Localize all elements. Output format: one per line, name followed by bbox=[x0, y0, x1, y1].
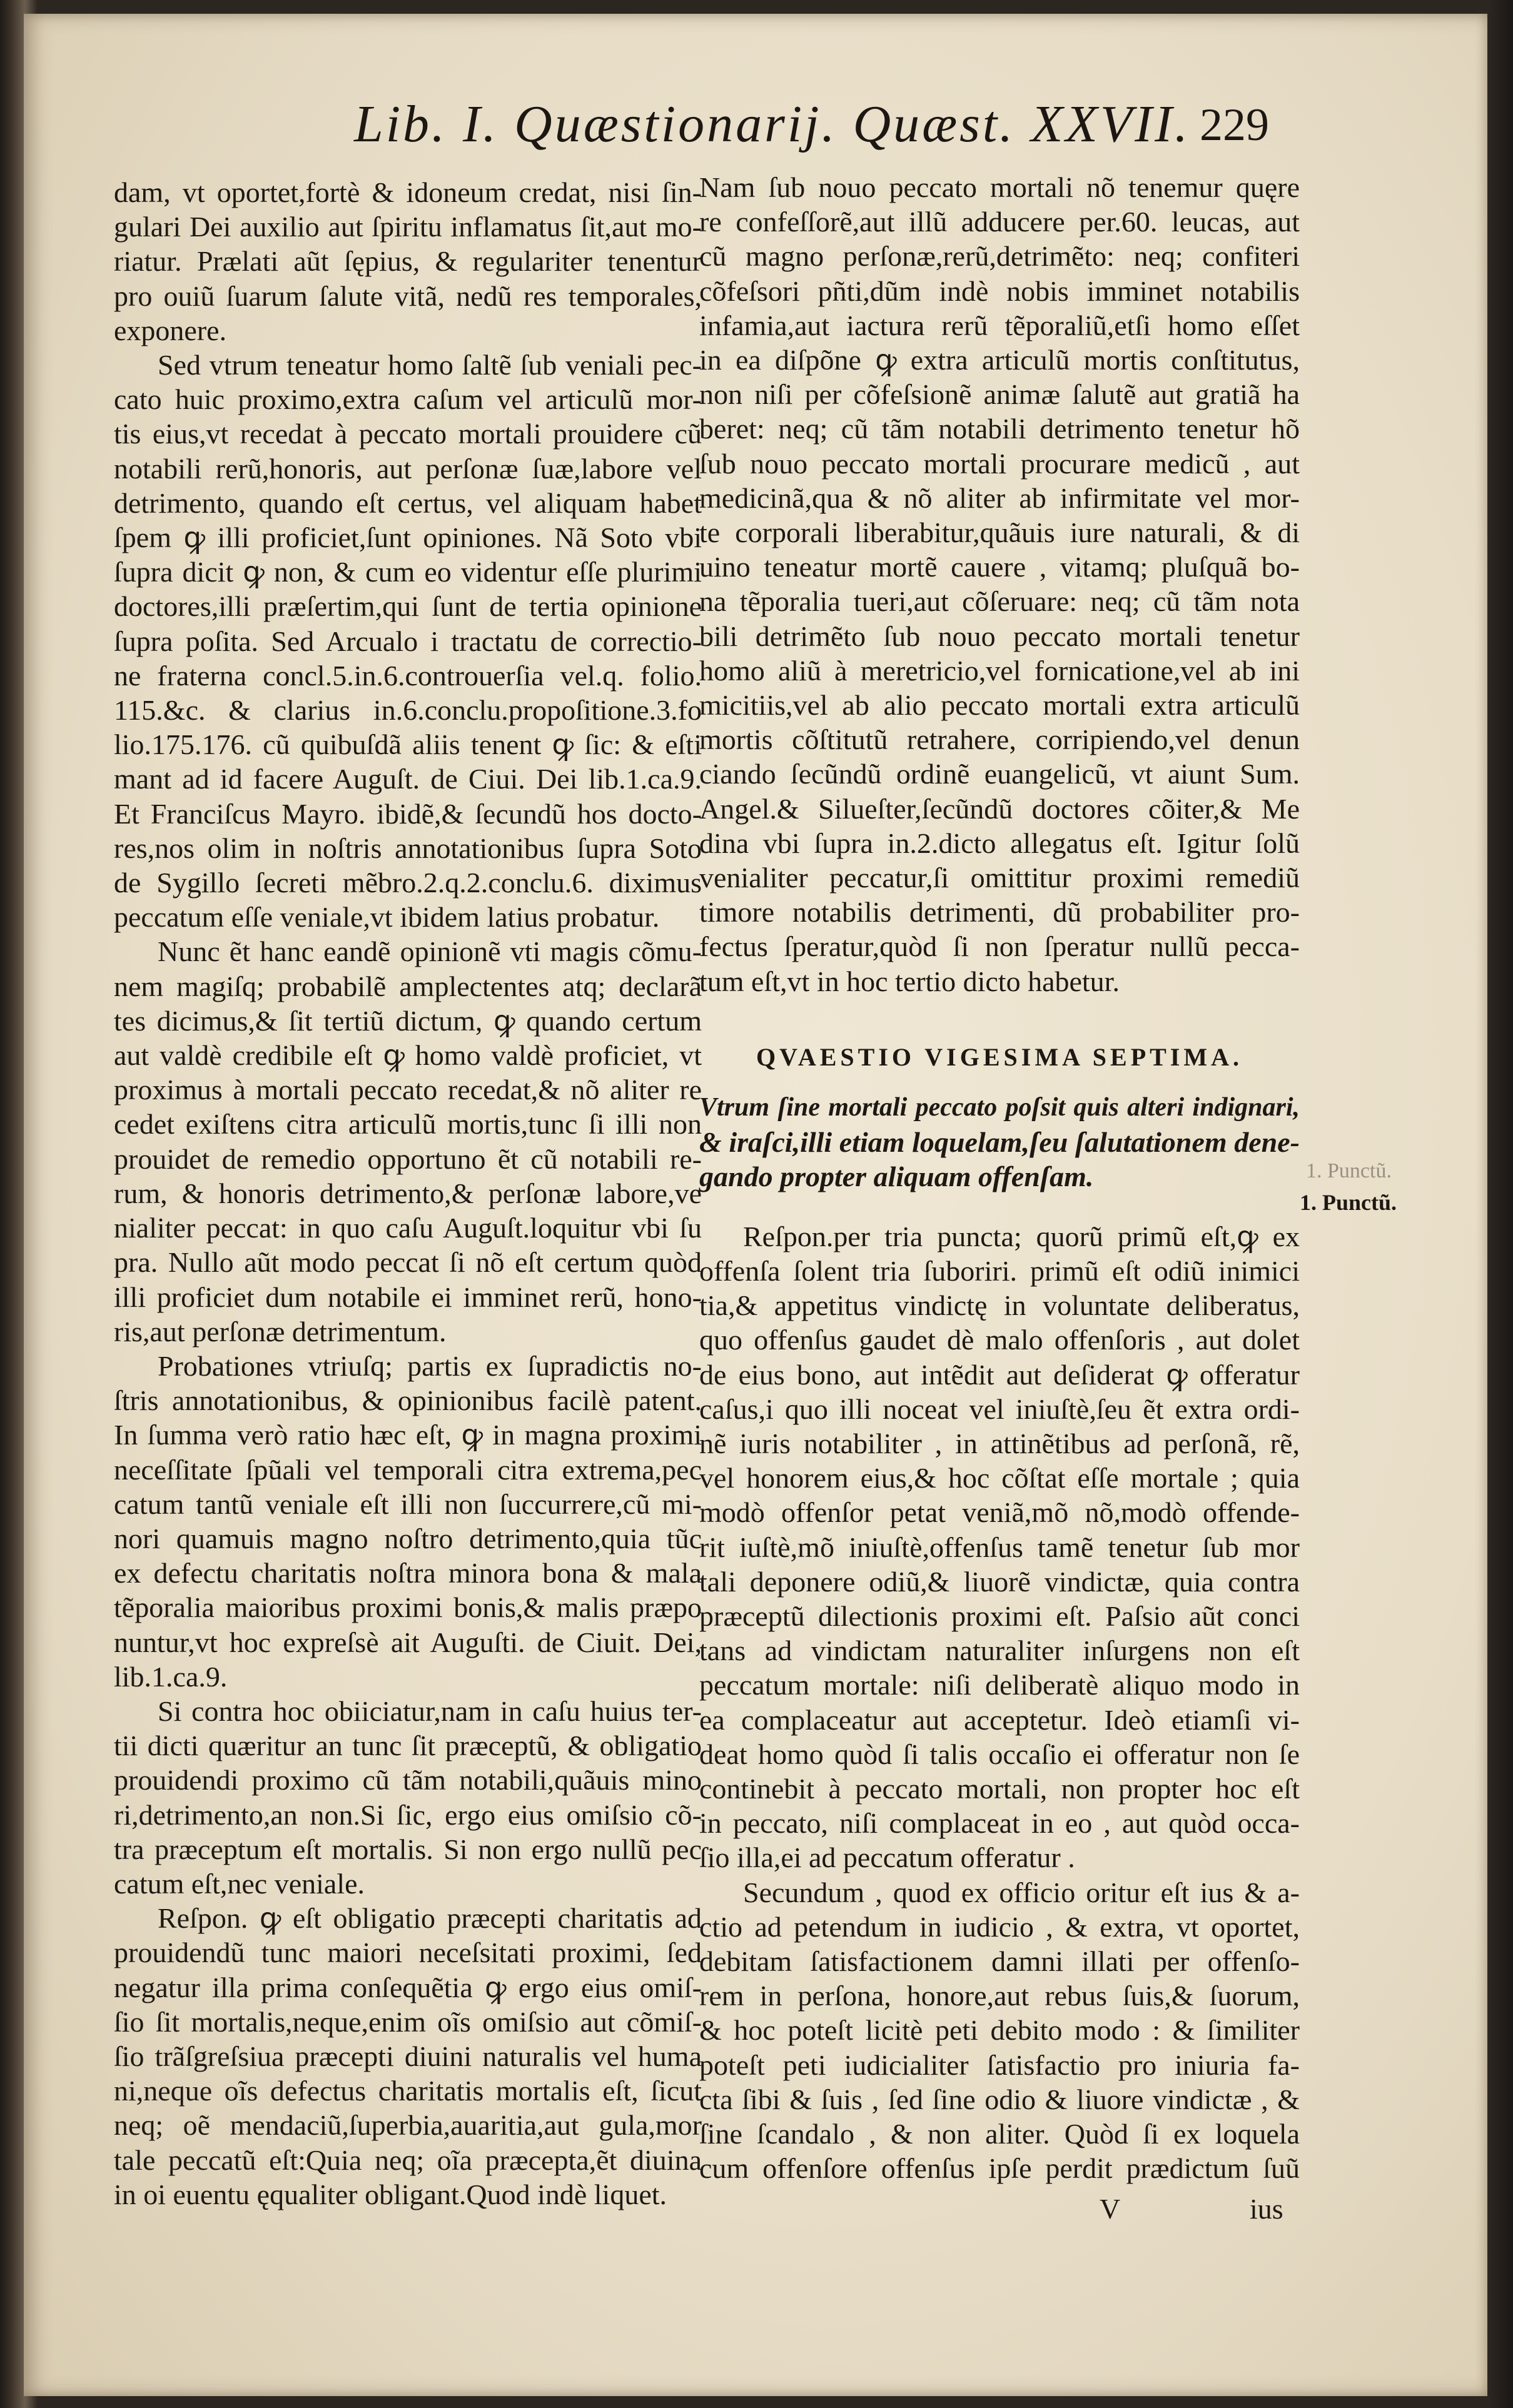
text-line: ſio illa,ei ad peccatum offeratur . bbox=[699, 1841, 1075, 1874]
question-title bbox=[699, 1091, 1300, 1194]
text-line: ſio ſit mortalis,neque,enim oĩs omiſsio aut cõmiſ- bbox=[114, 2005, 702, 2038]
text-line: tis eius,vt recedat à peccato mortali prouidere cũ bbox=[114, 418, 702, 450]
text-line: res,nos olim in noſtris annotationibus ſupra Soto bbox=[114, 832, 702, 864]
folio-number: 229 bbox=[1200, 99, 1269, 151]
text-line: In ſumma verò ratio hæc eſt, ꝙ in magna proximi bbox=[114, 1419, 702, 1451]
text-line: Angel.& Silueſter,ſecũndũ doctores cõiter,& Me bbox=[699, 792, 1300, 825]
question-heading: QVAESTIO VIGESIMA SEPTIMA. bbox=[756, 1042, 1243, 1071]
text-line: neceſſitate ſpũali vel temporali citra extrema,pec bbox=[114, 1453, 702, 1486]
text-line: ea complaceatur aut acceptetur. Ideò etiamſi vi- bbox=[699, 1703, 1300, 1736]
text-line: nem magiſq; probabilẽ amplectentes atq; declarã bbox=[114, 970, 702, 1002]
text-line: continebit à peccato mortali, non propter hoc eſt bbox=[699, 1772, 1300, 1805]
text-line: Vtrum ſine mortali peccato poſsit quis alteri indignari, bbox=[699, 1093, 1300, 1122]
text-line: Nunc ẽt hanc eandẽ opinionẽ vti magis cõmu- bbox=[158, 935, 702, 968]
text-line: Si contra hoc obiiciatur,nam in caſu huius ter- bbox=[158, 1695, 702, 1727]
text-line: riatur. Prælati aũt ſępius, & regulariter tenentur bbox=[114, 245, 702, 278]
text-line: ſine ſcandalo , & non aliter. Quòd ſi ex loquela bbox=[699, 2117, 1300, 2150]
text-line: mant ad id facere Auguſt. de Ciui. Dei lib.1.ca.9. bbox=[114, 763, 702, 795]
text-line: ne fraterna concl.5.in.6.controuerſia vel.q. folio. bbox=[114, 659, 702, 692]
text-line: cta ſibi & ſuis , ſed ſine odio & liuore vindictæ , & bbox=[699, 2083, 1300, 2115]
book-page bbox=[24, 14, 1487, 2396]
text-line: præceptũ dilectionis proximi eſt. Paſsio aũt conci bbox=[699, 1599, 1300, 1632]
text-line: ſupra dicit ꝙ non, & cum eo videntur eſſe plurimi bbox=[114, 556, 702, 588]
text-line: te corporali liberabitur,quãuis iure naturali, & di bbox=[699, 516, 1300, 549]
text-line: rit iuſtè,mõ iniuſtè,offenſus tamẽ tenetur ſub mor bbox=[699, 1531, 1300, 1563]
marginal-note: 1. Punctũ. bbox=[1300, 1190, 1397, 1215]
running-head: Lib. I. Quæstionarij. Quæst. XXVII. bbox=[354, 95, 1191, 153]
text-line: dina vbi ſupra in.2.dicto allegatus eſt. Igitur ſolũ bbox=[699, 827, 1300, 859]
text-line: in peccato, niſi complaceat in eo , aut quòd occa- bbox=[699, 1807, 1300, 1840]
text-line: Et Franciſcus Mayro. ibidẽ,& ſecundũ hos docto- bbox=[114, 797, 702, 830]
text-line: re confeſſorẽ,aut illũ adducere per.60. leucas, aut bbox=[699, 206, 1300, 238]
text-line: vel honorem eius,& hoc cõſtat eſſe mortale ; quia bbox=[699, 1462, 1300, 1494]
text-line: nuntur,vt hoc expreſsè ait Auguſti. de Ciuit. Dei, bbox=[114, 1626, 702, 1658]
right-column bbox=[699, 170, 1300, 2229]
text-line: ſub nouo peccato mortali procurare medicũ , aut bbox=[699, 447, 1300, 480]
text-line: Reſpon.per tria puncta; quorũ primũ eſt,ꝙ ex bbox=[743, 1220, 1300, 1252]
text-line: de Sygillo ſecreti mẽbro.2.q.2.conclu.6. diximus bbox=[114, 867, 702, 899]
text-line: tans ad vindictam naturaliter inſurgens non eſt bbox=[699, 1635, 1300, 1667]
text-line: detrimento, quando eſt certus, vel aliquam habet bbox=[114, 486, 702, 519]
text-line: uino teneatur mortẽ cauere , vitamq; pluſquã bo- bbox=[699, 551, 1300, 583]
text-line: deat homo quòd ſi talis occaſio ei offeratur non ſe bbox=[699, 1738, 1300, 1770]
text-line: notabili rerũ,honoris, aut perſonæ ſuæ,labore vel bbox=[114, 452, 702, 485]
text-line: rum, & honoris detrimento,& perſonæ labore,ve bbox=[114, 1177, 702, 1209]
text-line: ſpem ꝙ illi proficiet,ſunt opiniones. Nã Soto vbi bbox=[114, 521, 702, 554]
text-line: negatur illa prima conſequẽtia ꝙ ergo eius omiſ- bbox=[114, 1971, 702, 2003]
text-line: neq; oẽ mendaciũ,ſuperbia,auaritia,aut gula,mor bbox=[114, 2109, 702, 2142]
text-line: peccatum mortale: niſi deliberatè aliquo modo in bbox=[699, 1669, 1300, 1701]
text-line: offenſa ſolent tria ſuboriri. primũ eſt odiũ inimici bbox=[699, 1254, 1300, 1287]
signature-mark: V bbox=[1100, 2193, 1121, 2225]
text-line: 115.&c. & clarius in.6.conclu.propoſitione.3.fo bbox=[114, 694, 702, 727]
text-line: nẽ iuris notabiliter , in attinẽtibus ad perſonã, rẽ, bbox=[699, 1427, 1300, 1459]
text-line: prouidendi proximo cũ tãm notabili,quãuis mino bbox=[114, 1764, 702, 1796]
text-line: tẽporalia maioribus proximi bonis,& malis præpo bbox=[114, 1591, 702, 1624]
text-line: non niſi per cõfeſsionẽ animæ ſalutẽ aut gratiã ha bbox=[699, 378, 1300, 411]
text-line: venialiter peccatur,ſi omittitur proximi remediũ bbox=[699, 862, 1300, 894]
text-line: pra. Nullo aũt modo peccat ſi nõ eſt certum quòd bbox=[114, 1246, 702, 1279]
text-line: tra præceptum eſt mortalis. Si non ergo nullũ pec bbox=[114, 1833, 702, 1865]
text-line: infamia,aut iactura rerũ tẽporaliũ,etſi homo eſſet bbox=[699, 309, 1300, 341]
catchword: ius bbox=[1250, 2193, 1283, 2225]
text-line: cum offenſore offenſus ipſe perdit prædictum ſuũ bbox=[699, 2152, 1300, 2185]
text-line: homo aliũ à meretricio,vel fornicatione,vel ab ini bbox=[699, 654, 1300, 687]
text-line: ex defectu charitatis noſtra minora bona & mala bbox=[114, 1557, 702, 1589]
text-line: micitiis,vel ab alio peccato mortali extra articulũ bbox=[699, 689, 1300, 722]
text-line: pro ouiũ ſuarum ſalute vitã, nedũ res temporales, bbox=[114, 280, 702, 312]
text-line: Secundum , quod ex officio oritur eſt ius & a- bbox=[743, 1876, 1300, 1908]
text-line: fectus ſperatur,quòd ſi non ſperatur nullũ pecca- bbox=[699, 930, 1300, 963]
text-line: ſtris annotationibus, & opinionibus facilè patent. bbox=[114, 1384, 702, 1417]
text-line: nori quamuis magno noſtro detrimento,quia tũc bbox=[114, 1522, 702, 1554]
text-line: Probationes vtriuſq; partis ex ſupradictis no- bbox=[158, 1349, 702, 1382]
text-line: cato huic proximo,extra caſum vel articulũ mor- bbox=[114, 383, 702, 416]
text-line: illi proficiet dum notabile ei imminet rerũ, hono- bbox=[114, 1281, 702, 1313]
text-line: ris,aut perſonæ detrimentum. bbox=[114, 1315, 447, 1348]
text-line: quo offenſus gaudet dè malo offenſoris , aut dolet bbox=[699, 1324, 1300, 1356]
text-line: ſupra poſita. Sed Arcualo i tractatu de correctio- bbox=[114, 625, 702, 657]
text-line: & iraſci,illi etiam loquelam,ſeu ſalutationem dene- bbox=[699, 1126, 1300, 1159]
text-line: ni,neque oĩs defectus charitatis mortalis eſt, ſicut bbox=[114, 2075, 702, 2107]
text-line: beret: neq; cũ tãm notabili detrimento tenetur hõ bbox=[699, 413, 1300, 445]
text-line: prouidet de remedio opportuno ẽt cũ notabili re- bbox=[114, 1142, 702, 1175]
text-line: na tẽporalia tueri,aut cõſeruare: neq; cũ tãm nota bbox=[699, 585, 1300, 618]
text-line: caſus,i quo illi noceat vel iniuſtè,ſeu ẽt extra ordi- bbox=[699, 1393, 1300, 1425]
text-line: tum eſt,vt in hoc tertio dicto habetur. bbox=[699, 965, 1120, 997]
text-line: mortis cõſtitutũ retrahere, corripiendo,vel denun bbox=[699, 723, 1300, 756]
text-line: in oi euentu ęqualiter obligant.Quod indè liquet. bbox=[114, 2178, 667, 2210]
text-line: tes dicimus,& ſit tertiũ dictum, ꝙ quando certum bbox=[114, 1004, 702, 1037]
text-line: cũ magno perſonæ,rerũ,detrimẽto: neq; confiteri bbox=[699, 240, 1300, 273]
text-line: & hoc poteſt licitè peti debito modo : & ſimiliter bbox=[699, 2014, 1300, 2047]
text-line: prouidendũ tunc maiori neceſsitati proximi, ſed bbox=[114, 1937, 702, 1969]
text-line: nialiter peccat: in quo caſu Auguſt.loquitur vbi ſu bbox=[114, 1212, 702, 1244]
text-line: debitam ſatisfactionem damni illati per offenſo- bbox=[699, 1945, 1300, 1977]
text-line: lib.1.ca.9. bbox=[114, 1660, 228, 1693]
text-line: Sed vtrum teneatur homo ſaltẽ ſub veniali pec- bbox=[158, 349, 702, 381]
right-column-text-top bbox=[699, 170, 1300, 999]
text-line: in ea diſpõne ꝙ extra articulũ mortis conſtitutus, bbox=[699, 344, 1300, 376]
text-line: medicinã,qua & nõ aliter ab infirmitate vel mor- bbox=[699, 481, 1300, 514]
text-line: cõfeſsori pñti,dũm indè nobis imminet notabilis bbox=[699, 275, 1300, 307]
text-line: tia,& appetitus vindictę in voluntate deliberatus, bbox=[699, 1289, 1300, 1322]
text-line: aut valdè credibile eſt ꝙ homo valdè proficiet, vt bbox=[114, 1039, 702, 1072]
text-line: lio.175.176. cũ quibuſdã aliis tenent ꝙ ſic: & eſti bbox=[114, 728, 702, 761]
text-line: de eius bono, aut intẽdit aut deſiderat ꝙ offeratur bbox=[699, 1358, 1300, 1391]
text-line: ri,detrimento,an non.Si ſic, ergo eius omiſsio cõ- bbox=[114, 1798, 702, 1831]
text-line: peccatum eſſe veniale,vt ibidem latius probatur. bbox=[114, 901, 660, 934]
right-column-text-bottom bbox=[699, 1219, 1300, 2186]
text-line: poteſt peti iudicialiter ſatisfactio pro iniuria fa- bbox=[699, 2048, 1300, 2081]
text-line: ciando ſecũndũ ordinẽ euangelicũ, vt aiunt Sum. bbox=[699, 758, 1300, 790]
text-line: gulari Dei auxilio aut ſpiritu inflamatus ſit,aut mo- bbox=[114, 211, 702, 243]
text-line: rem in perſona, honore,aut rebus ſuis,& ſuorum, bbox=[699, 1980, 1300, 2012]
text-line: tii dicti quæritur an tunc ſit præceptũ, & obligatio bbox=[114, 1730, 702, 1762]
text-line: modò offenſor petat veniã,mõ nõ,modò offende- bbox=[699, 1496, 1300, 1529]
text-line: gando propter aliquam offenſam. bbox=[699, 1161, 1094, 1193]
text-line: Reſpon. ꝙ eſt obligatio præcepti charitatis ad bbox=[158, 1902, 702, 1935]
text-line: tale peccatũ eſt:Quia neq; oĩa præcepta,ẽt diuina bbox=[114, 2144, 702, 2176]
text-line: Nam ſub nouo peccato mortali nõ tenemur quęre bbox=[699, 171, 1300, 203]
page-header bbox=[24, 14, 1487, 151]
text-line: tali deponere odiũ,& liuorẽ vindictæ, quia contra bbox=[699, 1565, 1300, 1598]
text-line: ctio ad petendum in iudicio , & extra, vt oportet, bbox=[699, 1910, 1300, 1943]
text-line: timore notabilis detrimenti, dũ probabiliter pro- bbox=[699, 896, 1300, 929]
text-line: cedet exiſtens citra articulũ mortis,tunc ſi illi non bbox=[114, 1108, 702, 1141]
text-line: proximus à mortali peccato recedat,& nõ aliter re bbox=[114, 1074, 702, 1106]
text-line: dam, vt oportet,fortè & idoneum credat, nisi ſin- bbox=[114, 176, 702, 208]
text-line: doctores,illi præſertim,qui ſunt de tertia opinione bbox=[114, 590, 702, 623]
text-line: ſio trãſgreſsiua præcepti diuini naturalis vel huma bbox=[114, 2040, 702, 2072]
signature-line bbox=[699, 2192, 1300, 2229]
text-line: catum eſt,nec veniale. bbox=[114, 1867, 365, 1900]
marginal-note-faint: 1. Punctũ. bbox=[1306, 1159, 1392, 1182]
text-line: bili detrimẽto ſub nouo peccato mortali tenetur bbox=[699, 620, 1300, 652]
text-line: exponere. bbox=[114, 314, 227, 346]
left-column bbox=[114, 175, 702, 2212]
text-line: catum tantũ veniale eſt illi non ſuccurrere,cũ mi- bbox=[114, 1488, 702, 1520]
